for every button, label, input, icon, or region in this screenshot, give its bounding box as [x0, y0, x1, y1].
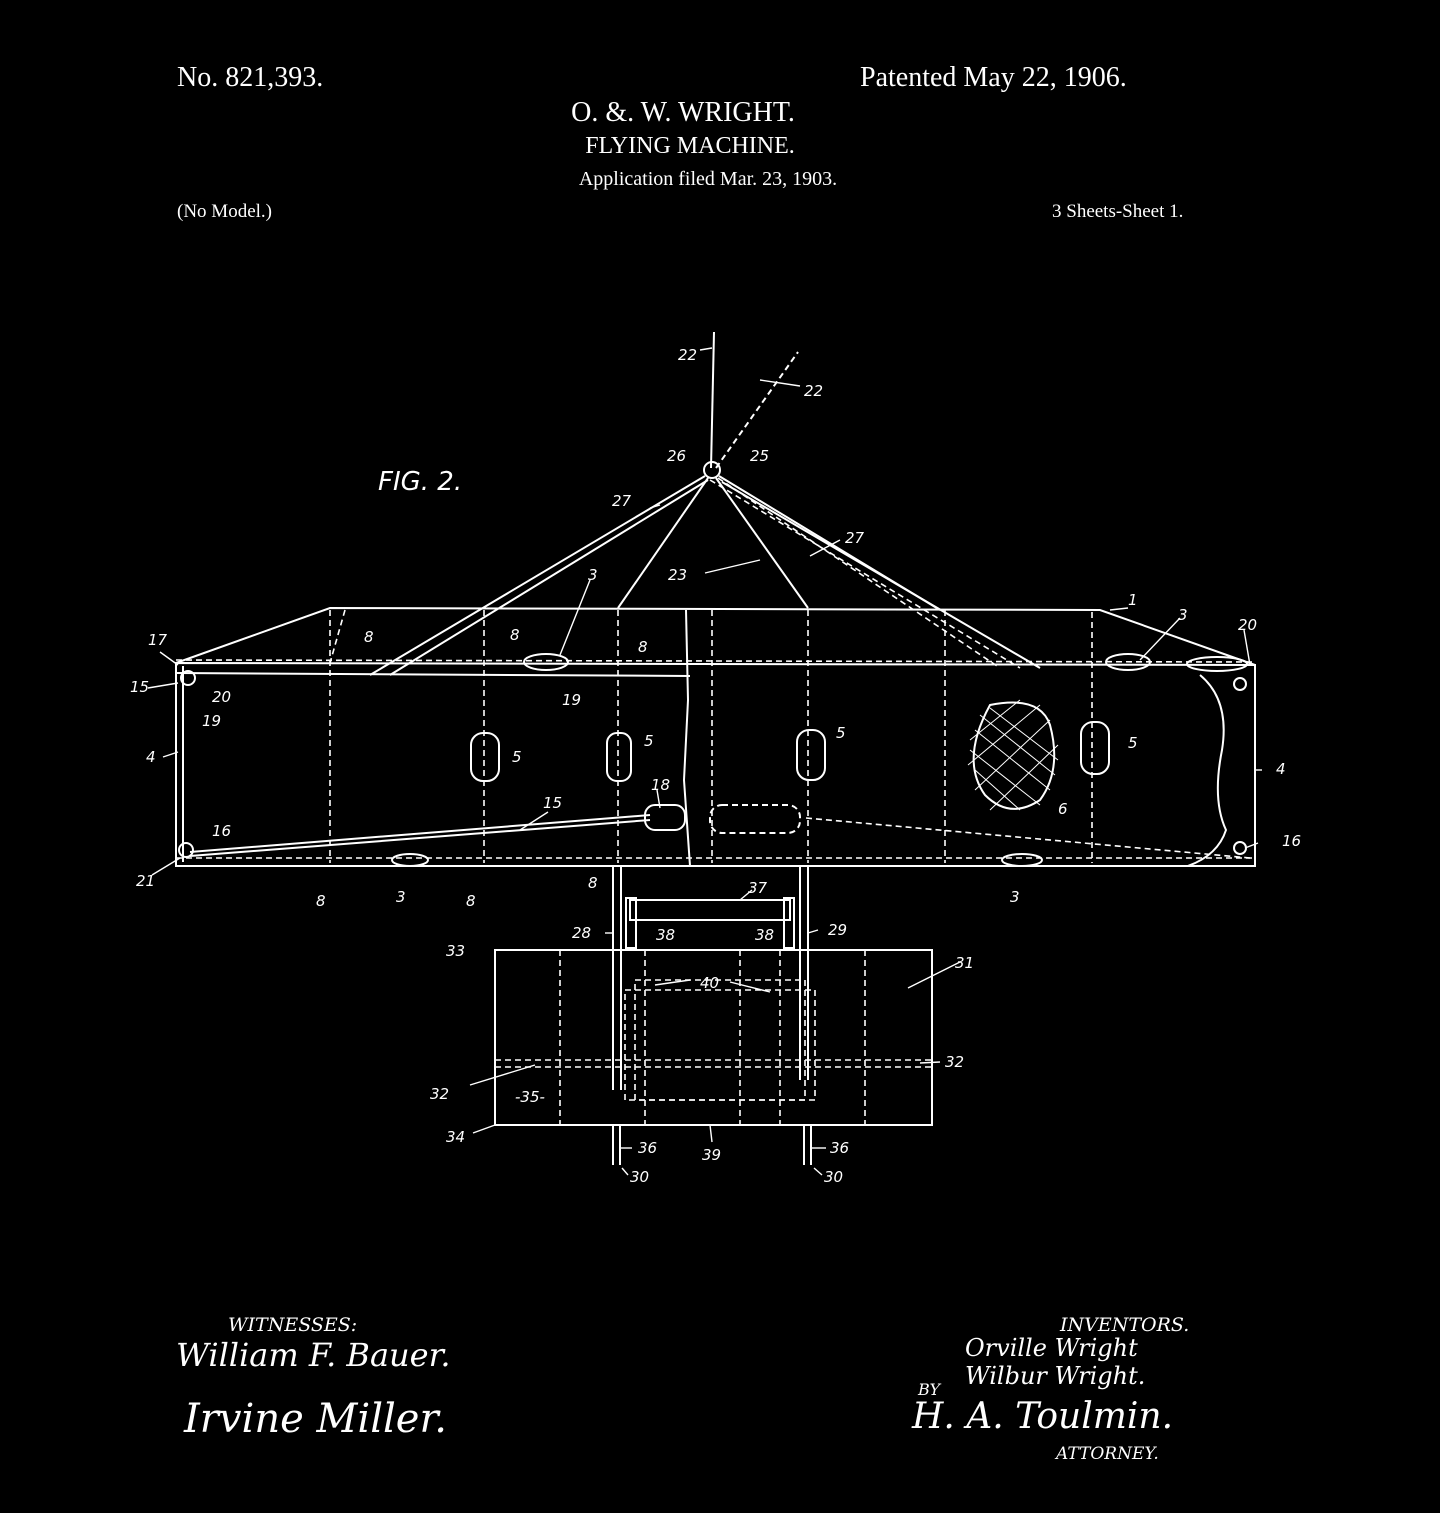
- witness-signature-2: Irvine Miller.: [184, 1396, 447, 1442]
- ref-numeral: 29: [828, 921, 848, 939]
- ref-numeral: 8: [588, 874, 598, 892]
- ref-numeral: 5: [644, 732, 654, 750]
- ref-numeral: -35-: [515, 1088, 545, 1106]
- ref-numeral: 32: [945, 1053, 965, 1071]
- ref-numeral: 27: [845, 529, 865, 547]
- witness-signature-1: William F. Bauer.: [176, 1336, 451, 1374]
- ref-numeral: 8: [510, 626, 520, 644]
- inventors-label: INVENTORS.: [1060, 1314, 1190, 1336]
- ref-numeral: 38: [656, 926, 676, 944]
- by-label: BY: [918, 1380, 941, 1399]
- ref-numeral: 30: [630, 1168, 650, 1186]
- ref-numeral: 18: [651, 776, 671, 794]
- figure-label: FIG. 2.: [378, 467, 463, 497]
- sheet-count: 3 Sheets-Sheet 1.: [1052, 201, 1184, 222]
- inventor-signature-2: Wilbur Wright.: [965, 1362, 1146, 1390]
- wing-top-edge: [176, 608, 1258, 665]
- invention-title: FLYING MACHINE.: [585, 133, 795, 159]
- inventor-signature-1: Orville Wright: [965, 1334, 1138, 1362]
- ref-numeral: 8: [638, 638, 648, 656]
- ref-numeral: 4: [146, 748, 156, 766]
- ref-numeral: 32: [430, 1085, 450, 1103]
- wing-front-rect: [176, 663, 1255, 866]
- filing-date: Application filed Mar. 23, 1903.: [578, 168, 838, 190]
- ref-numeral: 33: [446, 942, 466, 960]
- ref-numeral: 3: [1010, 888, 1020, 906]
- ref-numeral: 40: [700, 974, 720, 992]
- ref-numeral: 1: [1128, 591, 1138, 609]
- ref-numeral: 16: [1282, 832, 1302, 850]
- ref-numeral: 3: [396, 888, 406, 906]
- attorney-label: ATTORNEY.: [1056, 1444, 1159, 1464]
- ref-numeral: 22: [678, 346, 698, 364]
- ref-numeral: 23: [668, 566, 688, 584]
- ref-numeral: 5: [512, 748, 522, 766]
- ref-numeral: 3: [1178, 606, 1188, 624]
- ref-numeral: 5: [836, 724, 846, 742]
- ref-numeral: 36: [830, 1139, 850, 1157]
- ref-numeral: 20: [212, 688, 232, 706]
- ref-numeral: 30: [824, 1168, 844, 1186]
- patent-date: Patented May 22, 1906.: [860, 62, 1127, 93]
- ref-numeral: 36: [638, 1139, 658, 1157]
- ref-numeral: 37: [748, 879, 768, 897]
- ref-numeral: 15: [543, 794, 563, 812]
- ref-numeral: 19: [562, 691, 582, 709]
- ref-numeral: 17: [148, 631, 168, 649]
- ref-numeral: 8: [316, 892, 326, 910]
- inventors-title: O. &. W. WRIGHT.: [571, 97, 795, 128]
- ref-numeral: 21: [136, 872, 156, 890]
- patent-number: No. 821,393.: [177, 62, 324, 93]
- attorney-signature: H. A. Toulmin.: [912, 1396, 1174, 1437]
- ref-numeral: 19: [202, 712, 222, 730]
- ref-numeral: 6: [1058, 800, 1068, 818]
- ref-numeral: 5: [1128, 734, 1138, 752]
- ref-numeral: 16: [212, 822, 232, 840]
- model-note: (No Model.): [177, 201, 272, 222]
- ref-numeral: 8: [466, 892, 476, 910]
- ref-numeral: 25: [750, 447, 770, 465]
- ref-numeral: 39: [702, 1146, 722, 1164]
- ref-numeral: 15: [130, 678, 150, 696]
- ref-numeral: 8: [364, 628, 374, 646]
- ref-numeral: 38: [755, 926, 775, 944]
- ref-numeral: 22: [804, 382, 824, 400]
- ref-numeral: 4: [1276, 760, 1286, 778]
- witnesses-label: WITNESSES:: [228, 1314, 358, 1336]
- ref-numeral: 20: [1238, 616, 1258, 634]
- ref-numeral: 27: [612, 492, 632, 510]
- ref-numeral: 34: [446, 1128, 466, 1146]
- ref-numeral: 28: [572, 924, 592, 942]
- ref-numeral: 31: [955, 954, 975, 972]
- ref-numeral: 3: [588, 566, 598, 584]
- ref-numeral: 26: [667, 447, 687, 465]
